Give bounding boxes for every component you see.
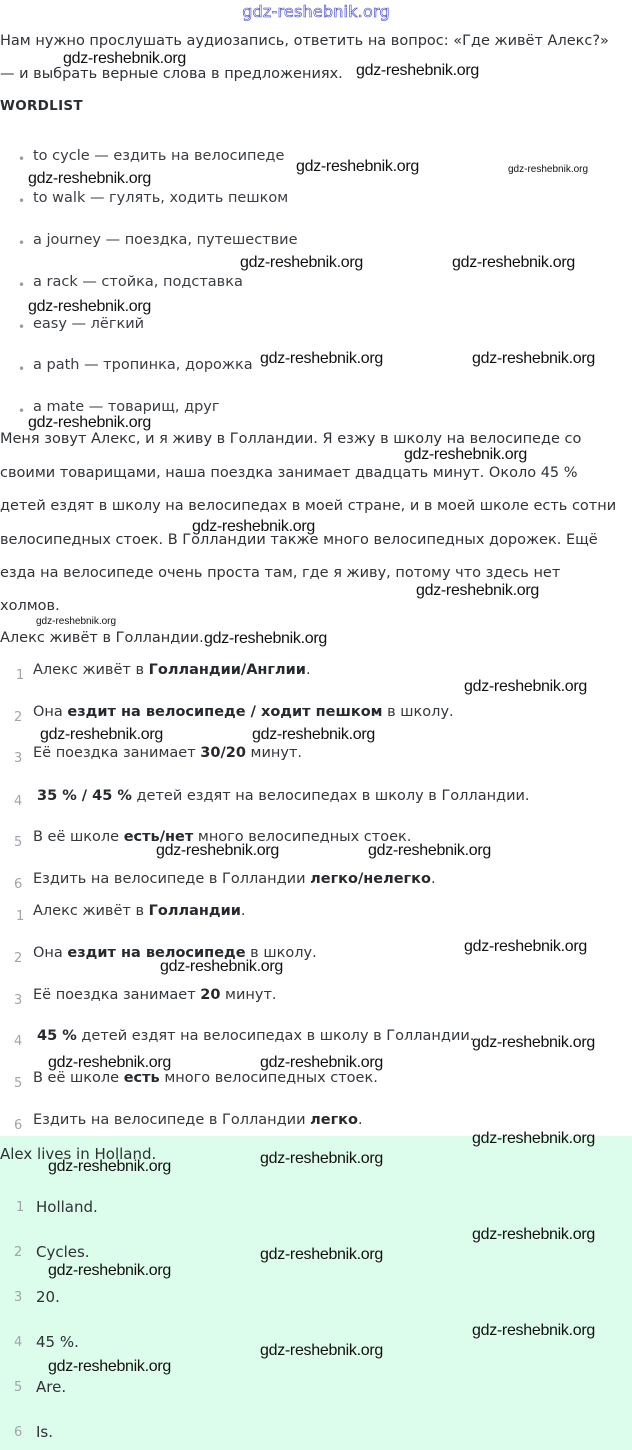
item-text: минут. [220,987,277,1003]
watermark: gdz-reshebnik.org [508,164,589,175]
item-text: . [430,871,436,887]
item-answer: 20 [200,987,221,1003]
bullet-icon: • [18,236,26,250]
item-text: В её школе [33,1070,124,1086]
solved-item [14,989,22,1008]
watermark: gdz-reshebnik.org [416,582,539,599]
site-link[interactable]: gdz-reshebnik.org [242,2,390,21]
item-number: 1 [16,909,25,924]
watermark: gdz-reshebnik.org [464,678,587,695]
item-number: 3 [14,751,23,766]
watermark: gdz-reshebnik.org [28,298,151,315]
task-item-text [37,788,530,804]
task-item-text [33,745,302,761]
item-number: 3 [14,1290,23,1305]
task-item [14,747,22,766]
watermark: gdz-reshebnik.org [240,254,363,271]
item-text: детей ездят на велосипедах в школу в Голландии. [76,1028,475,1044]
item-text: Её поездка занимает [33,745,201,761]
solved-item [14,947,22,966]
wordlist-item: to cycle — ездить на велосипеде [33,148,285,164]
watermark: gdz-reshebnik.org [452,254,575,271]
task-item [14,790,22,809]
transcript-line: езда на велосипеде очень проста там, где я живу, потому что здесь нет [0,565,561,581]
item-choice: есть/нет [123,829,194,845]
watermark: gdz-reshebnik.org [48,1358,171,1375]
solved-item [14,1072,22,1091]
item-text: много велосипедных стоек. [193,829,412,845]
item-choice: легко/нелегко [310,871,431,887]
item-text: . [357,1112,363,1128]
task-item [14,831,22,850]
item-number: 2 [14,1245,23,1260]
bullet-icon: • [18,194,26,208]
bullet-icon: • [18,362,26,376]
watermark: gdz-reshebnik.org [260,1150,383,1167]
item-choice: 35 % / 45 % [37,788,132,804]
item-choice: 30/20 [200,745,246,761]
item-text: . [240,903,246,919]
watermark: gdz-reshebnik.org [48,1262,171,1279]
task-item-text [33,662,311,678]
item-answer: Голландии [148,903,241,919]
task-item-text [33,871,436,887]
solved-item-text [33,987,277,1003]
transcript-line: Меня зовут Алекс, и я живу в Голландии. Я езжу в школу на велосипеде со [0,431,582,447]
solved-item [14,1030,22,1049]
item-text: Она [33,945,68,961]
watermark: gdz-reshebnik.org [472,1130,595,1147]
item-answer: ездит на велосипеде [67,945,246,961]
watermark: gdz-reshebnik.org [48,1054,171,1071]
wordlist-heading: WORDLIST [0,98,83,114]
watermark: gdz-reshebnik.org [160,958,283,975]
item-text: в школу. [382,704,454,720]
item-text: детей ездят на велосипедах в школу в Голландии. [131,788,530,804]
item-text: Алекс живёт в [33,662,149,678]
watermark: gdz-reshebnik.org [472,350,595,367]
item-text: в школу. [245,945,317,961]
english-answer-item: Holland. [36,1198,98,1216]
intro-line-2: — и выбрать верные слова в предложениях. [0,66,343,82]
item-text: минут. [245,745,303,761]
watermark: gdz-reshebnik.org [28,414,151,431]
item-number: 6 [14,1118,23,1133]
item-number: 2 [14,951,23,966]
wordlist-item: easy — лёгкий [33,316,145,332]
solved-item-text [33,1112,363,1128]
transcript-line: своими товарищами, наша поездка занимает двадцать минут. Около 45 % [0,465,578,481]
wordlist-item: to walk — гулять, ходить пешком [33,190,289,206]
watermark: gdz-reshebnik.org [472,1322,595,1339]
solved-item [16,905,24,924]
item-text: . [305,662,311,678]
intro-line-1: Нам нужно прослушать аудиозапись, ответить на вопрос: «Где живёт Алекс?» [0,33,609,49]
english-answer-item: Is. [36,1423,54,1441]
transcript-line: детей ездят в школу на велосипедах в моей стране, и в моей школе есть сотни [0,498,617,514]
item-answer: 45 % [37,1028,77,1044]
english-answer-panel [0,1136,632,1450]
item-answer: есть [123,1070,160,1086]
item-number: 2 [14,710,23,725]
item-text: Ездить на велосипеде в Голландии [33,871,311,887]
item-choice: ездит на велосипеде / ходит пешком [67,704,383,720]
watermark: gdz-reshebnik.org [260,1342,383,1359]
watermark: gdz-reshebnik.org [472,1226,595,1243]
watermark: gdz-reshebnik.org [356,62,479,79]
wordlist-item: a path — тропинка, дорожка [33,357,253,373]
item-text: Её поездка занимает [33,987,201,1003]
watermark: gdz-reshebnik.org [28,170,151,187]
wordlist-item: a journey — поездка, путешествие [33,232,298,248]
item-number: 6 [14,1425,23,1440]
item-text: В её школе [33,829,124,845]
bullet-icon: • [18,152,26,166]
english-answer-item: Are. [36,1378,67,1396]
item-number: 1 [16,668,25,683]
english-answer-item: Cycles. [36,1243,90,1261]
answer-ru: Алекс живёт в Голландии. [0,630,204,646]
item-number: 4 [14,1335,23,1350]
item-text: Она [33,704,68,720]
watermark: gdz-reshebnik.org [36,616,117,627]
bullet-icon: • [18,320,26,334]
watermark: gdz-reshebnik.org [48,1158,171,1175]
item-number: 1 [16,1200,25,1215]
item-number: 5 [14,1380,23,1395]
bullet-icon: • [18,278,26,292]
watermark: gdz-reshebnik.org [63,50,186,67]
english-answer-item: 20. [36,1288,60,1306]
watermark: gdz-reshebnik.org [260,1054,383,1071]
watermark: gdz-reshebnik.org [252,726,375,743]
watermark: gdz-reshebnik.org [472,1034,595,1051]
watermark: gdz-reshebnik.org [404,446,527,463]
watermark: gdz-reshebnik.org [296,158,419,175]
bullet-icon: • [18,404,26,418]
item-number: 5 [14,1076,23,1091]
watermark: gdz-reshebnik.org [464,938,587,955]
watermark: gdz-reshebnik.org [192,518,315,535]
solved-item-text [33,1070,378,1086]
transcript-line: велосипедных стоек. В Голландии также много велосипедных дорожек. Ещё [0,532,598,548]
item-answer: легко [310,1112,358,1128]
item-text: Ездить на велосипеде в Голландии [33,1112,311,1128]
watermark: gdz-reshebnik.org [40,726,163,743]
english-answer-item: 45 %. [36,1333,79,1351]
item-text: много велосипедных стоек. [159,1070,378,1086]
watermark: gdz-reshebnik.org [204,630,327,647]
task-item-text [33,704,454,720]
solved-item-text [37,1028,474,1044]
item-choice: Голландии/Англии [148,662,306,678]
solved-item [14,1114,22,1133]
item-number: 4 [14,1034,23,1049]
item-number: 4 [14,794,23,809]
watermark: gdz-reshebnik.org [260,1246,383,1263]
transcript-line: холмов. [0,598,60,614]
task-item [14,873,22,892]
wordlist-item: a mate — товарищ, друг [33,399,220,415]
task-item [14,706,22,725]
watermark: gdz-reshebnik.org [368,842,491,859]
english-answer-title: Alex lives in Holland. [0,1145,157,1163]
item-text: Алекс живёт в [33,903,149,919]
watermark: gdz-reshebnik.org [156,842,279,859]
watermark: gdz-reshebnik.org [260,350,383,367]
task-item [16,664,24,683]
item-number: 3 [14,993,23,1008]
item-number: 6 [14,877,23,892]
solved-item-text [33,903,246,919]
wordlist-item: a rack — стойка, подставка [33,274,243,290]
item-number: 5 [14,835,23,850]
